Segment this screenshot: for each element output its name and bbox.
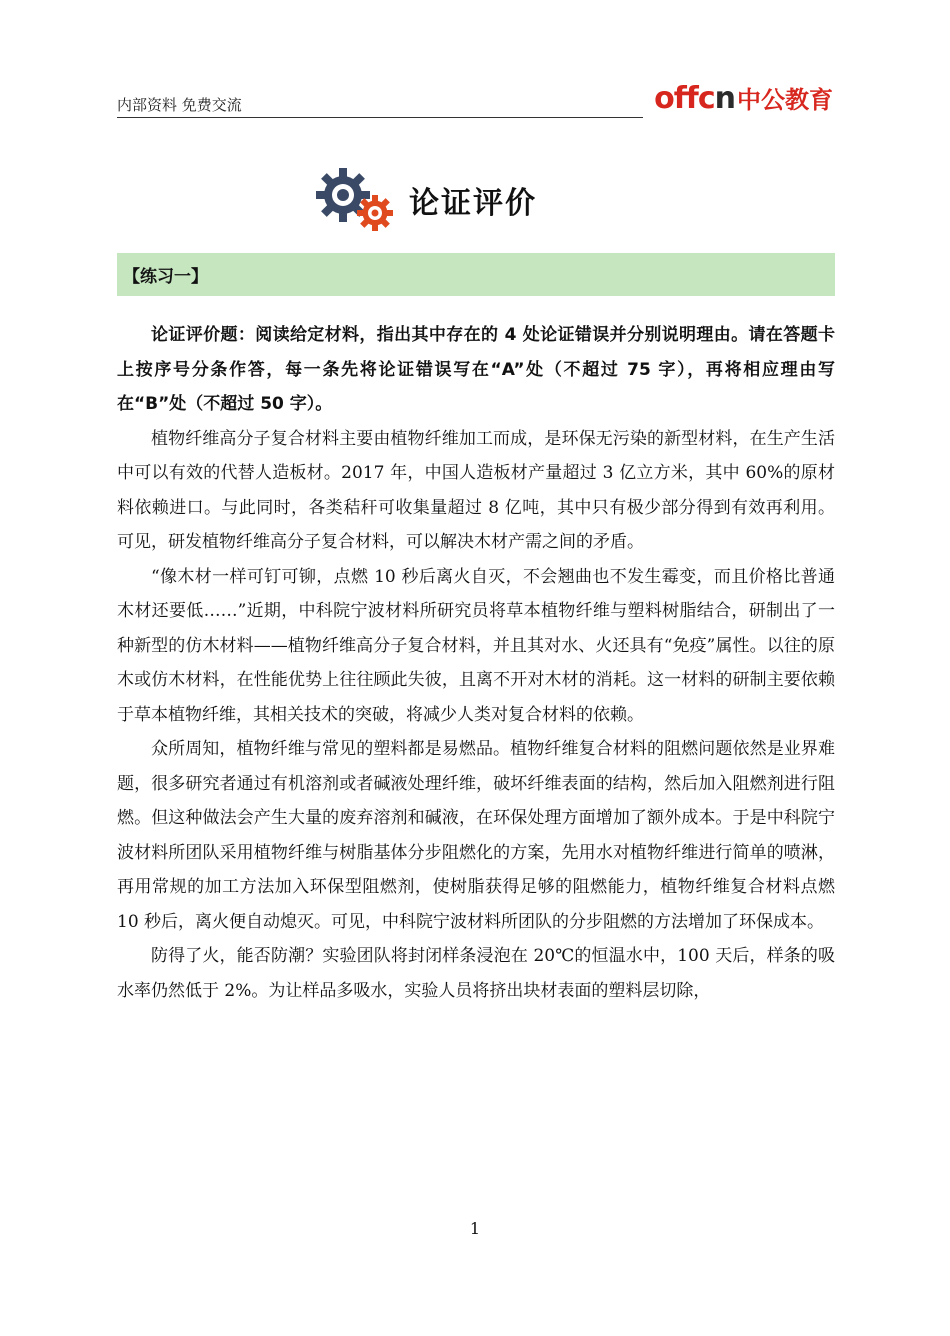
instruction-paragraph: 论证评价题：阅读给定材料，指出其中存在的 4 处论证错误并分别说明理由。请在答题卡上按序号分条作答，每一条先将论证错误写在“A”处（不超过 75 字），再将相应理由写在“B”处（不超过 50 字）。 bbox=[117, 325, 835, 414]
logo-latin: offcn bbox=[654, 81, 735, 116]
page-title: 论证评价 bbox=[409, 186, 537, 221]
body-paragraph: “像木材一样可钉可铆，点燃 10 秒后离火自灭，不会翘曲也不发生霉变，而且价格比普通木材还要低……”近期，中科院宁波材料所研究员将草本植物纤维与塑料树脂结合，研制出了一种新型的仿木材料——植物纤维高分子复合材料，并且其对水、火还具有“免疫”属性。以往的原木或仿木材料，在性能优势上往往顾此失彼，且离不开对木材的消耗。这一材料的研制主要依赖于草本植物纤维，其相关技术的突破，将减少人类对复合材料的依赖。 bbox=[117, 566, 835, 725]
gears-icon bbox=[313, 165, 405, 235]
logo-chinese: 中公教育 bbox=[737, 86, 833, 114]
header-label: 内部资料 免费交流 bbox=[117, 96, 242, 114]
page-number: 1 bbox=[469, 1219, 481, 1238]
offcn-logo bbox=[654, 80, 833, 116]
document-body bbox=[117, 318, 835, 1008]
body-paragraph: 防得了火，能否防潮？实验团队将封闭样条浸泡在 20℃的恒温水中，100 天后，样条的吸水率仍然低于 2%。为让样品多吸水，实验人员将挤出块材表面的塑料层切除， bbox=[117, 946, 835, 1001]
page-header bbox=[117, 78, 833, 118]
body-paragraph: 众所周知，植物纤维与常见的塑料都是易燃品。植物纤维复合材料的阻燃问题依然是业界难题，很多研究者通过有机溶剂或者碱液处理纤维，破坏纤维表面的结构，然后加入阻燃剂进行阻燃。但这种做法会产生大量的废弃溶剂和碱液，在环保处理方面增加了额外成本。于是中科院宁波材料所团队采用植物纤维与树脂基体分步阻燃化的方案，先用水对植物纤维进行简单的喷淋，再用常规的加工方法加入环保型阻燃剂，使树脂获得足够的阻燃能力，植物纤维复合材料点燃 10 秒后，离火便自动熄灭。可见，中科院宁波材料所团队的分步阻燃的方法增加了环保成本。 bbox=[117, 739, 835, 932]
header-rule bbox=[117, 117, 643, 118]
section-heading: 【练习一】 bbox=[117, 253, 835, 296]
body-paragraph: 植物纤维高分子复合材料主要由植物纤维加工而成，是环保无污染的新型材料，在生产生活中可以有效的代替人造板材。2017 年，中国人造板材产量超过 3 亿立方米，其中 60%的原材料依赖进口。与此同时，各类秸秆可收集量超过 8 亿吨，其中只有极少部分得到有效再利用。可见，研发植物纤维高分子复合材料，可以解决木材产需之间的矛盾。 bbox=[117, 428, 835, 552]
document-title bbox=[313, 160, 537, 240]
